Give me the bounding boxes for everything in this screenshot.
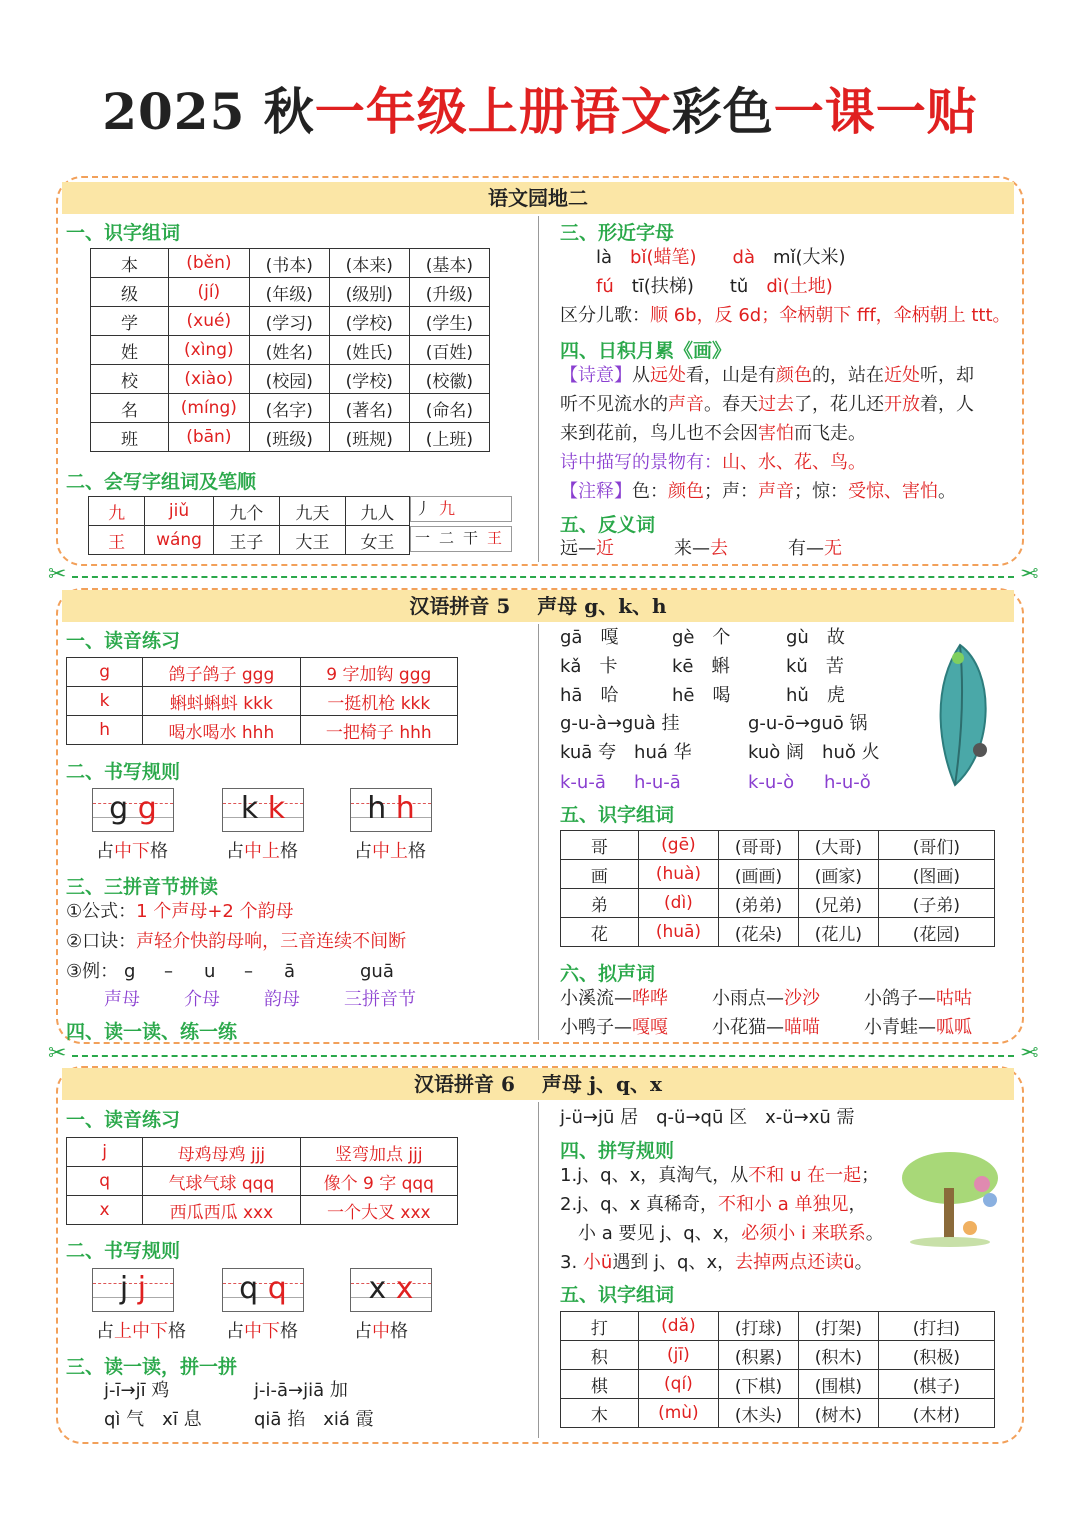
letter-position-caption: 占中上格 <box>354 841 426 862</box>
table-cell: (打扫) <box>878 1312 994 1341</box>
table-cell: 蝌蚪蝌蚪 kkk <box>143 687 300 716</box>
antonym-pair: 远—近 <box>560 538 614 559</box>
stroke: 九 <box>439 499 456 518</box>
pinyin-syllable: gù 故 <box>786 627 845 648</box>
title-color: 彩色 <box>671 82 774 141</box>
section-heading: 一、读音练习 <box>66 1109 181 1131</box>
example-part: – <box>244 961 253 982</box>
table-cell: 名 <box>91 394 169 423</box>
table-cell: (jī) <box>638 1341 718 1370</box>
table-cell: 弟 <box>561 889 639 918</box>
spell-row: h-u-ǒ <box>824 772 871 793</box>
pinyin-syllable: hē 喝 <box>672 685 731 706</box>
table-row <box>67 1167 458 1196</box>
stroke: 王 <box>487 529 503 547</box>
example-label: 介母 <box>184 989 220 1010</box>
four-line-grid <box>350 1268 432 1312</box>
pronunciation-table <box>66 1137 458 1225</box>
scissors-icon: ✂ <box>1019 562 1038 587</box>
poem-meaning: 来到花前，鸟儿也不会因害怕而飞走。 <box>560 423 866 444</box>
table-cell: 喝水喝水 hhh <box>143 716 300 745</box>
section-heading: 五、识字组词 <box>560 804 675 826</box>
spell-row: j-ī→jī 鸡 <box>104 1380 170 1401</box>
table-cell: (积木) <box>798 1341 878 1370</box>
table-row <box>89 526 410 555</box>
table-cell: (哥哥) <box>719 831 799 860</box>
spell-row: j-ü→jū 居 q-ü→qū 区 x-ü→xū 需 <box>560 1107 855 1128</box>
letter-sample: x x <box>368 1271 414 1306</box>
antonym-pair: 来—去 <box>674 538 728 559</box>
pinyin-syllable: hā 哈 <box>560 685 619 706</box>
table-cell: (图画) <box>878 860 994 889</box>
example-part: g <box>124 961 136 982</box>
spell-row: kuò 阔 huǒ 火 <box>748 742 880 763</box>
scissors-icon: ✂ <box>48 562 67 587</box>
table-cell: (百姓) <box>409 336 489 365</box>
table-cell: 花 <box>561 918 639 947</box>
table-cell: 木 <box>561 1399 639 1428</box>
letter-position-caption: 占上中下格 <box>96 1321 186 1342</box>
title-year: 2025 秋 <box>102 82 315 141</box>
spell-row: kuā 夸 huá 华 <box>560 742 692 763</box>
table-cell: (积极) <box>878 1341 994 1370</box>
table-cell: 九 <box>89 497 145 526</box>
stroke: 丿 <box>415 499 432 518</box>
table-cell: g <box>67 658 143 687</box>
spell-row: k-u-ò <box>748 772 795 793</box>
column-divider <box>538 216 539 562</box>
table-cell: jiǔ <box>145 497 214 526</box>
table-cell: (校徽) <box>409 365 489 394</box>
table-cell: h <box>67 716 143 745</box>
letter-position-caption: 占中下格 <box>226 1321 298 1342</box>
spelling-rule: 1.j、q、x，真淘气，从不和 u 在一起； <box>560 1165 880 1186</box>
table-cell: (xué) <box>169 307 250 336</box>
similar-pair-row: fú tī(扶梯) tǔ dì(土地) <box>596 276 833 297</box>
table-cell: (兄弟) <box>798 889 878 918</box>
table-cell: 王子 <box>213 526 279 555</box>
table-cell: (哥们) <box>878 831 994 860</box>
table-cell: (书本) <box>249 249 329 278</box>
poem-meaning: 听不见流水的声音。春天过去了，花儿还开放着，人 <box>560 394 974 415</box>
pronunciation-table <box>66 657 458 745</box>
section-heading: 一、识字组词 <box>66 222 181 244</box>
spell-row: qì 气 xī 息 <box>104 1409 202 1430</box>
scissors-icon: ✂ <box>1019 1041 1038 1066</box>
similar-pair-row: là bǐ(蜡笔) dà mǐ(大米) <box>596 247 846 268</box>
table-cell: 学 <box>91 307 169 336</box>
table-cell: (qí) <box>638 1370 718 1399</box>
table-cell: 姓 <box>91 336 169 365</box>
table-cell: (基本) <box>409 249 489 278</box>
table-cell: wáng <box>145 526 214 555</box>
table-cell: (校园) <box>249 365 329 394</box>
onomatopoeia: 小青蛙—呱呱 <box>864 1017 972 1038</box>
table-cell: (míng) <box>169 394 250 423</box>
four-line-grid <box>222 1268 304 1312</box>
pinyin-syllable: kǎ 卡 <box>560 656 618 677</box>
section-heading: 六、拟声词 <box>560 963 656 985</box>
stroke: 干 <box>463 529 479 547</box>
section-heading: 一、读音练习 <box>66 630 181 652</box>
section-heading: 三、读一读，拼一拼 <box>66 1356 238 1378</box>
example-part: – <box>164 961 173 982</box>
table-row <box>91 307 490 336</box>
spell-row: g-u-ō→guō 锅 <box>748 713 868 734</box>
table-row <box>91 249 490 278</box>
example-label: 声母 <box>104 989 140 1010</box>
section-heading: 四、拼写规则 <box>560 1140 675 1162</box>
table-cell: 竖弯加点 jjj <box>300 1138 457 1167</box>
spell-row: j-i-ā→jiā 加 <box>254 1380 348 1401</box>
table-cell: (打架) <box>798 1312 878 1341</box>
table-cell: (上班) <box>409 423 489 452</box>
table-row <box>91 278 490 307</box>
table-cell: 鸽子鸽子 ggg <box>143 658 300 687</box>
pinyin-syllable: kǔ 苦 <box>786 656 844 677</box>
table-cell: x <box>67 1196 143 1225</box>
poem-meaning: 【诗意】从远处看，山是有颜色的，站在近处听，却 <box>560 365 974 386</box>
table-row <box>561 1370 995 1399</box>
four-line-grid <box>222 788 304 832</box>
table-cell: (弟弟) <box>719 889 799 918</box>
table-cell: 画 <box>561 860 639 889</box>
pinyin-syllable: hǔ 虎 <box>786 685 845 706</box>
pinyin-syllable: kē 蝌 <box>672 656 730 677</box>
table-row <box>91 336 490 365</box>
writing-table <box>88 496 410 555</box>
table-cell: 打 <box>561 1312 639 1341</box>
four-line-grid <box>92 788 174 832</box>
table-row <box>561 918 995 947</box>
four-line-grid <box>350 788 432 832</box>
table-cell: (dǎ) <box>638 1312 718 1341</box>
poem-scenery: 诗中描写的景物有：山、水、花、鸟。 <box>560 452 866 473</box>
table-cell: 王 <box>89 526 145 555</box>
table-cell: (bān) <box>169 423 250 452</box>
cut-line <box>48 562 1038 587</box>
pinyin-syllable: gā 嘎 <box>560 627 619 648</box>
title-grade: 一年级上册语文 <box>314 82 672 141</box>
table-cell: k <box>67 687 143 716</box>
letter-sample: g g <box>109 791 157 826</box>
table-cell: (升级) <box>409 278 489 307</box>
table-cell: (级别) <box>329 278 409 307</box>
onomatopoeia: 小鸽子—咕咕 <box>864 988 972 1009</box>
table-cell: (学校) <box>329 307 409 336</box>
letter-position-caption: 占中上格 <box>226 841 298 862</box>
onomatopoeia: 小雨点—沙沙 <box>712 988 820 1009</box>
mnemonic: ②口诀：声轻介快韵母响，三音连续不间断 <box>66 931 407 952</box>
table-cell: (画家) <box>798 860 878 889</box>
spelling-rule: 小 a 要见 j、q、x，必须小 i 来联系。 <box>578 1223 884 1244</box>
word-table <box>560 830 995 947</box>
table-cell: (dì) <box>638 889 718 918</box>
table-row <box>561 1341 995 1370</box>
table-row <box>67 1138 458 1167</box>
stroke: 一 <box>415 529 431 547</box>
word-table <box>560 1311 995 1428</box>
title-suffix: 一课一贴 <box>773 82 978 141</box>
table-cell: 棋 <box>561 1370 639 1399</box>
letter-sample: q q <box>239 1271 287 1306</box>
table-cell: (画画) <box>719 860 799 889</box>
letter-position-caption: 占中格 <box>354 1321 408 1342</box>
section-heading: 三、形近字母 <box>560 222 675 244</box>
table-row <box>91 423 490 452</box>
table-cell: 级 <box>91 278 169 307</box>
column-divider <box>538 1102 539 1438</box>
column-divider <box>538 624 539 1040</box>
spell-row: k-u-ā <box>560 772 606 793</box>
table-cell: (树木) <box>798 1399 878 1428</box>
example: ③例： <box>66 961 119 982</box>
section-heading: 四、日积月累《画》 <box>560 340 732 362</box>
poem-notes: 【注释】色：颜色；声：声音；惊：受惊、害怕。 <box>560 481 956 502</box>
stroke: 二 <box>439 529 455 547</box>
table-cell: 大王 <box>279 526 345 555</box>
table-cell: (学校) <box>329 365 409 394</box>
onomatopoeia: 小鸭子—嘎嘎 <box>560 1017 668 1038</box>
antonym-pair: 有—无 <box>788 538 842 559</box>
table-row <box>561 860 995 889</box>
table-cell: q <box>67 1167 143 1196</box>
table-row <box>561 831 995 860</box>
table-cell: (命名) <box>409 394 489 423</box>
rhyme: 区分儿歌：顺 6b，反 6d；伞柄朝下 fff，伞柄朝上 ttt。 <box>560 305 1011 326</box>
table-cell: (名字) <box>249 394 329 423</box>
table-cell: (jí) <box>169 278 250 307</box>
table-cell: 像个 9 字 qqq <box>300 1167 457 1196</box>
stroke-order-box <box>410 526 512 552</box>
table-row <box>67 716 458 745</box>
table-cell: (木材) <box>878 1399 994 1428</box>
table-row <box>91 394 490 423</box>
four-line-grid <box>92 1268 174 1312</box>
section-heading: 五、识字组词 <box>560 1284 675 1306</box>
onomatopoeia: 小花猫—喵喵 <box>712 1017 820 1038</box>
section-banner: 汉语拼音 5 声母 g、k、h <box>62 590 1014 622</box>
table-cell: 九个 <box>213 497 279 526</box>
spelling-rule: 3. 小ü遇到 j、q、x，去掉两点还读ü。 <box>560 1252 873 1273</box>
table-cell: (学生) <box>409 307 489 336</box>
letter-sample: j j <box>119 1271 147 1306</box>
table-row <box>561 1399 995 1428</box>
table-cell: 本 <box>91 249 169 278</box>
spell-row: g-u-à→guà 挂 <box>560 713 680 734</box>
pinyin-syllable: gè 个 <box>672 627 731 648</box>
table-cell: 女王 <box>345 526 409 555</box>
table-cell: (xiào) <box>169 365 250 394</box>
table-cell: (huā) <box>638 918 718 947</box>
table-cell: (著名) <box>329 394 409 423</box>
table-cell: 母鸡母鸡 jjj <box>143 1138 300 1167</box>
table-cell: (年级) <box>249 278 329 307</box>
table-cell: (běn) <box>169 249 250 278</box>
table-cell: (班规) <box>329 423 409 452</box>
table-row <box>67 658 458 687</box>
word-table <box>90 248 490 452</box>
section-heading: 二、书写规则 <box>66 1240 181 1262</box>
onomatopoeia: 小溪流—哗哗 <box>560 988 668 1009</box>
table-cell: 西瓜西瓜 xxx <box>143 1196 300 1225</box>
table-row <box>89 497 410 526</box>
example-part: guā <box>360 961 394 982</box>
table-cell: 九天 <box>279 497 345 526</box>
table-cell: (大哥) <box>798 831 878 860</box>
table-cell: 哥 <box>561 831 639 860</box>
table-cell: (子弟) <box>878 889 994 918</box>
example-label: 三拼音节 <box>344 989 416 1010</box>
table-cell: (木头) <box>719 1399 799 1428</box>
section-heading: 二、会写字组词及笔顺 <box>66 471 257 493</box>
letter-position-caption: 占中下格 <box>96 841 168 862</box>
cut-line <box>48 1041 1038 1066</box>
section-heading: 二、书写规则 <box>66 761 181 783</box>
formula: ①公式：1 个声母+2 个韵母 <box>66 901 294 922</box>
table-cell: (gē) <box>638 831 718 860</box>
table-cell: (积累) <box>719 1341 799 1370</box>
table-cell: (花儿) <box>798 918 878 947</box>
table-cell: (xìng) <box>169 336 250 365</box>
leaf-illustration <box>920 640 1000 790</box>
spell-row: h-u-ā <box>634 772 681 793</box>
table-cell: 一个大叉 xxx <box>300 1196 457 1225</box>
letter-sample: k k <box>240 791 286 826</box>
spelling-rule: 2.j、q、x 真稀奇，不和小 a 单独见， <box>560 1194 867 1215</box>
table-cell: 班 <box>91 423 169 452</box>
tree-illustration <box>900 1148 1000 1248</box>
page-title <box>0 72 1080 144</box>
example-part: u <box>204 961 216 982</box>
table-cell: 气球气球 qqq <box>143 1167 300 1196</box>
table-cell: (围棋) <box>798 1370 878 1399</box>
table-cell: 9 字加钩 ggg <box>300 658 457 687</box>
spell-row: qiā 掐 xiá 霞 <box>254 1409 374 1430</box>
example-part: ā <box>284 961 296 982</box>
section-heading: 五、反义词 <box>560 514 656 536</box>
table-cell: (班级) <box>249 423 329 452</box>
table-cell: 九人 <box>345 497 409 526</box>
table-cell: (mù) <box>638 1399 718 1428</box>
table-cell: (打球) <box>719 1312 799 1341</box>
table-cell: j <box>67 1138 143 1167</box>
table-cell: 校 <box>91 365 169 394</box>
table-cell: (huà) <box>638 860 718 889</box>
table-cell: (姓名) <box>249 336 329 365</box>
table-cell: 一挺机枪 kkk <box>300 687 457 716</box>
table-cell: 积 <box>561 1341 639 1370</box>
scissors-icon: ✂ <box>48 1041 67 1066</box>
stroke-order-box <box>410 496 512 522</box>
table-row <box>561 889 995 918</box>
table-cell: (棋子) <box>878 1370 994 1399</box>
section-banner: 语文园地二 <box>62 182 1014 214</box>
table-row <box>91 365 490 394</box>
example-label: 韵母 <box>264 989 300 1010</box>
section-heading: 四、读一读、练一练 <box>66 1021 238 1043</box>
table-cell: (下棋) <box>719 1370 799 1399</box>
table-cell: (本来) <box>329 249 409 278</box>
table-cell: (花朵) <box>719 918 799 947</box>
table-row <box>561 1312 995 1341</box>
section-banner: 汉语拼音 6 声母 j、q、x <box>62 1068 1014 1100</box>
table-row <box>67 687 458 716</box>
section-heading: 三、三拼音节拼读 <box>66 876 219 898</box>
table-cell: 一把椅子 hhh <box>300 716 457 745</box>
letter-sample: h h <box>367 791 415 826</box>
table-cell: (花园) <box>878 918 994 947</box>
table-cell: (学习) <box>249 307 329 336</box>
table-row <box>67 1196 458 1225</box>
table-cell: (姓氏) <box>329 336 409 365</box>
